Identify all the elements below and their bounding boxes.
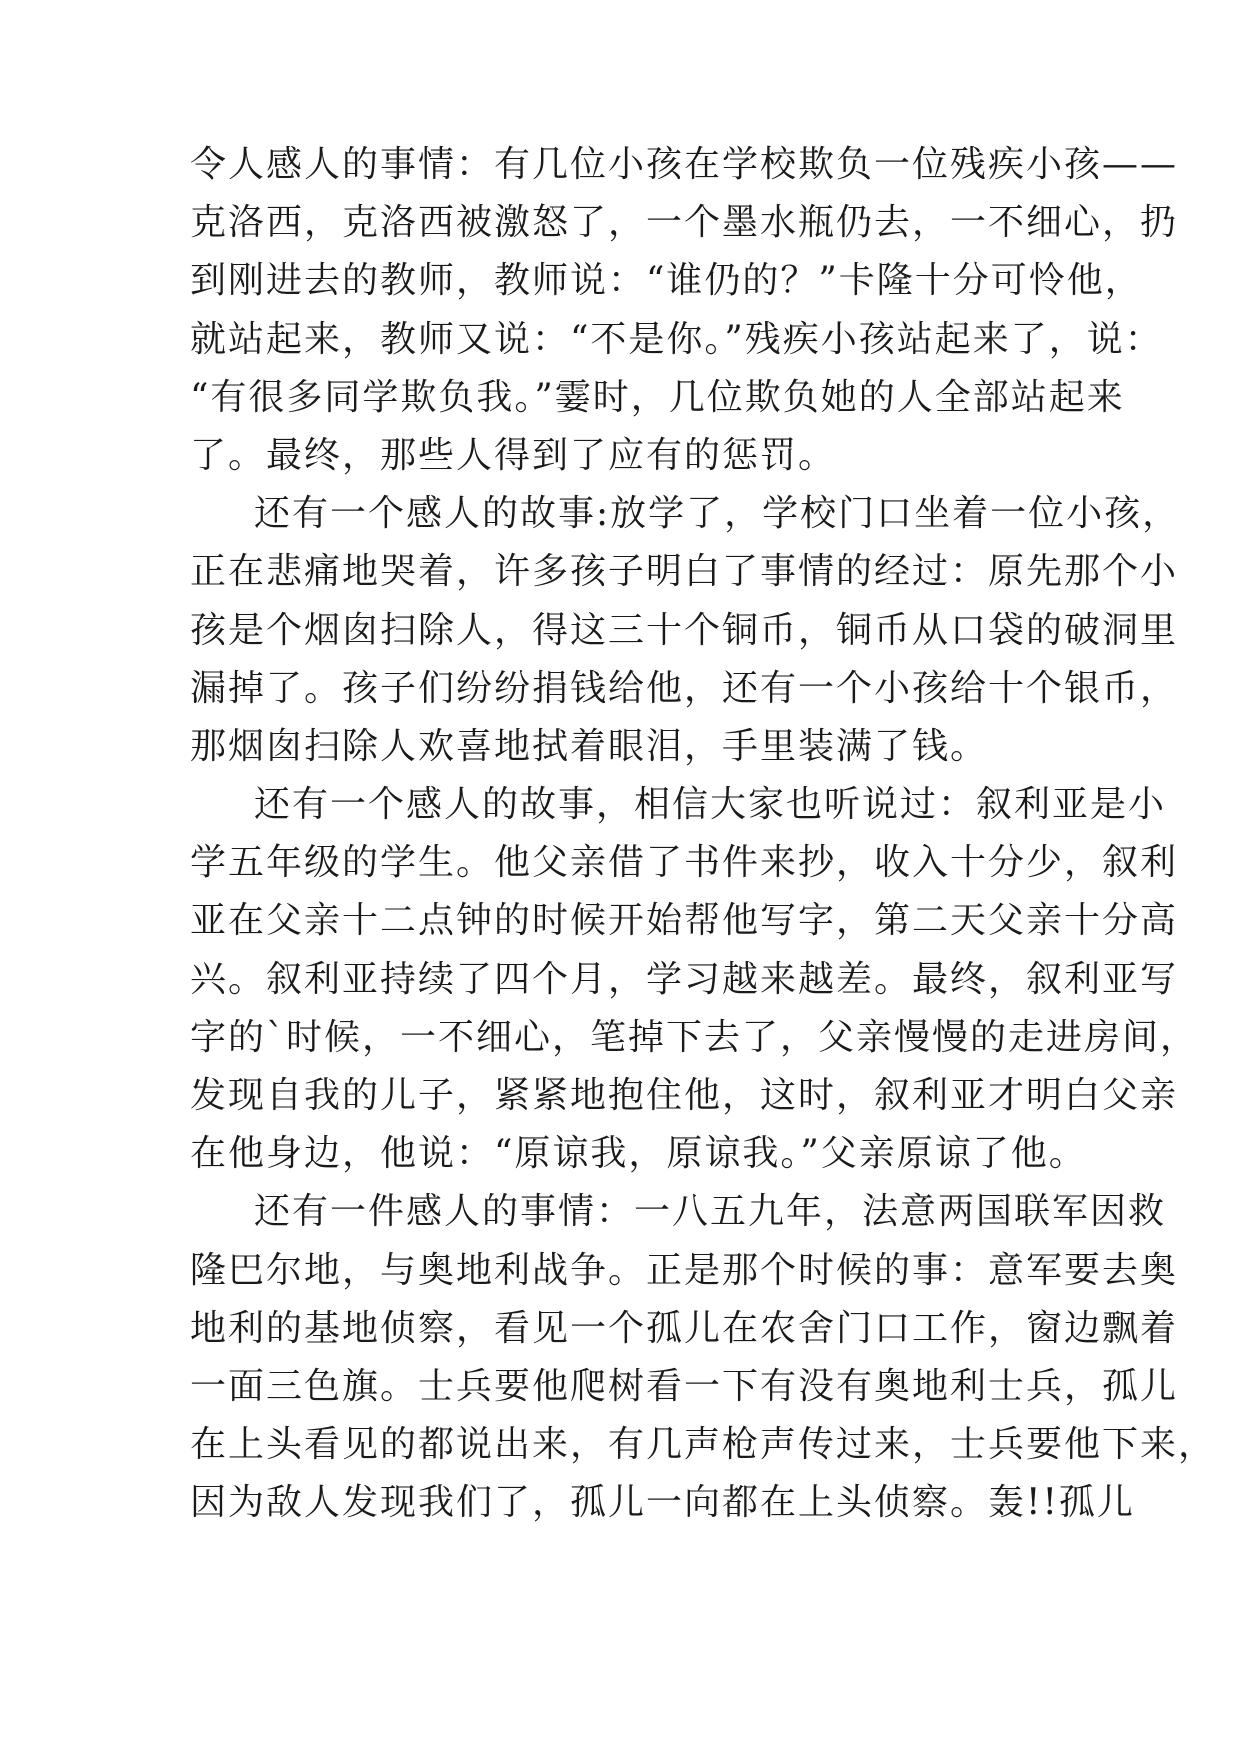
text-line: 在上头看见的都说出来，有几声枪声传过来，士兵要他下来， [190,1424,1217,1466]
text-line: 隆巴尔地，与奥地利战争。正是那个时候的事：意军要去奥 [190,1249,1179,1291]
text-line: 因为敌人发现我们了，孤儿一向都在上头侦察。轰!!孤儿 [190,1482,1135,1524]
document-body [190,136,1217,1533]
text-line: 克洛西，克洛西被激怒了，一个墨水瓶仍去，一不细心，扔 [190,202,1179,244]
text-line: 就站起来，教师又说：“不是你。”残疾小孩站起来了，说： [190,318,1163,360]
text-line: “有很多同学欺负我。”霎时，几位欺负她的人全部站起来 [190,376,1125,418]
text-line: 在他身边，他说：“原谅我，原谅我。”父亲原谅了他。 [190,1133,1087,1175]
text-line: 兴。叙利亚持续了四个月，学习越来越差。最终，叙利亚写 [190,958,1179,1000]
text-line: 亚在父亲十二点钟的时候开始帮他写字，第二天父亲十分高 [190,900,1179,942]
text-line: 到刚进去的教师，教师说：“谁仍的？”卡隆十分可怜他， [190,260,1143,302]
text-line: 还有一个感人的故事:放学了，学校门口坐着一位小孩， [254,493,1181,535]
paragraph [190,776,1199,1183]
text-line: 正在悲痛地哭着，许多孩子明白了事情的经过：原先那个小 [190,551,1179,593]
text-line: 还有一个感人的故事，相信大家也听说过：叙利亚是小 [254,784,1167,826]
text-line: 地利的基地侦察，看见一个孤儿在农舍门口工作，窗边飘着 [190,1307,1179,1349]
paragraph [190,485,1181,776]
paragraph [190,1183,1217,1532]
text-line: 那烟囱扫除人欢喜地拭着眼泪，手里装满了钱。 [190,725,989,767]
paragraph [190,136,1179,485]
text-line: 学五年级的学生。他父亲借了书件来抄，收入十分少，叙利 [190,842,1179,884]
text-line: 了。最终，那些人得到了应有的惩罚。 [190,434,837,476]
text-line: 发现自我的儿子，紧紧地抱住他，这时，叙利亚才明白父亲 [190,1075,1179,1116]
text-line: 字的`时候，一不细心，笔掉下去了，父亲慢慢的走进房间， [190,1016,1199,1058]
text-line: 令人感人的事情：有几位小孩在学校欺负一位残疾小孩—— [190,144,1179,185]
text-line: 漏掉了。孩子们纷纷捐钱给他，还有一个小孩给十个银币， [190,667,1179,709]
text-line: 还有一件感人的事情：一八五九年，法意两国联军因救 [254,1191,1167,1233]
text-line: 孩是个烟囱扫除人，得这三十个铜币，铜币从口袋的破洞里 [190,609,1179,651]
text-line: 一面三色旗。士兵要他爬树看一下有没有奥地利士兵，孤儿 [190,1365,1179,1407]
